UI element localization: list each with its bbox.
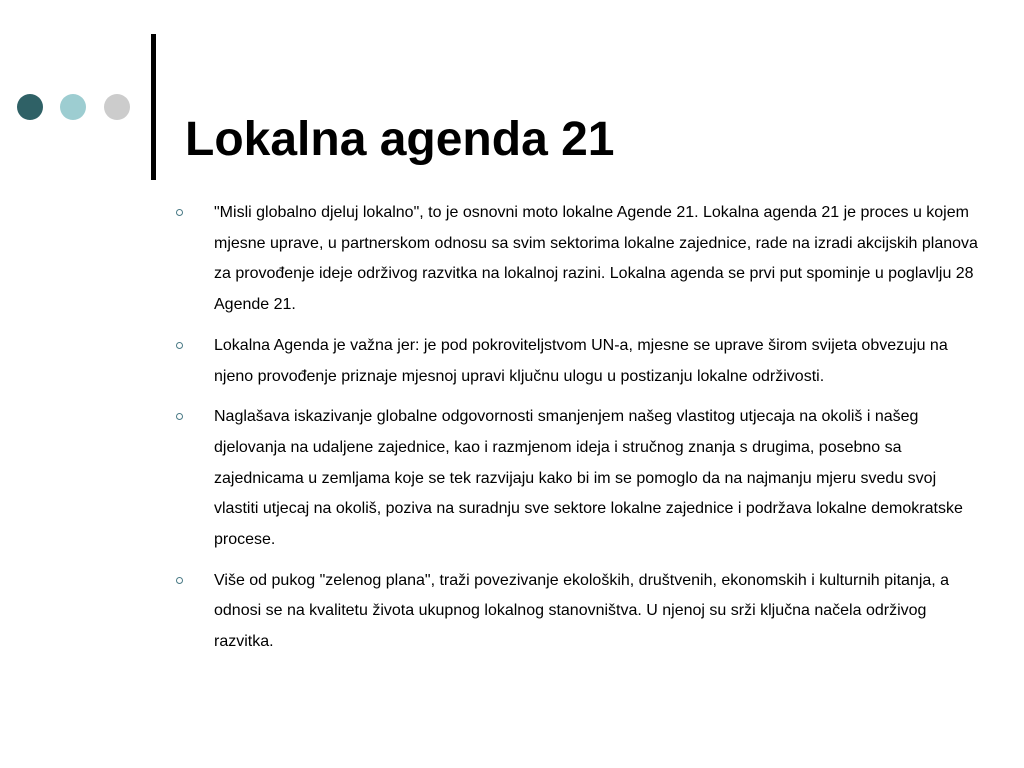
bullet-list [214,198,984,668]
bullet-text: Više od pukog "zelenog plana", traži povezivanje ekoloških, društvenih, ekonomskih i kulturnih pitanja, a odnosi se na kvalitetu života ukupnog lokalnog stanovništva. U njenoj su srži ključna načela održivog razvitka. [214,571,950,651]
bullet-text: "Misli globalno djeluj lokalno", to je osnovni moto lokalne Agende 21. Lokalna agenda 21 je proces u kojem mjesne uprave, u partnerskom odnosu sa svim sektorima lokalne zajednice, rade na izradi akcijskih planova za provođenje ideje održivog razvitka na lokalnoj razini. Lokalna agenda se prvi put spominje u poglavlju 28 Agende 21. [214,204,978,314]
slide-title: Lokalna agenda 21 [185,113,615,167]
bullet-circle-icon [176,342,183,349]
title-divider-line [151,34,156,180]
bullet-item [214,198,984,321]
gray-dot [104,94,130,120]
light-teal-dot [60,94,86,120]
bullet-circle-icon [176,209,183,216]
bullet-circle-icon [176,413,183,420]
dark-teal-dot [17,94,43,120]
bullet-text: Lokalna Agenda je važna jer: je pod pokroviteljstvom UN-a, mjesne se uprave širom svijeta obvezuju na njeno provođenje priznaje mjesnoj upravi ključnu ulogu u postizanju lokalne održivosti. [214,336,948,385]
bullet-item [214,402,984,556]
bullet-item [214,566,984,658]
bullet-circle-icon [176,577,183,584]
bullet-text: Naglašava iskazivanje globalne odgovornosti smanjenjem našeg vlastitog utjecaja na okoliš i našeg djelovanja na udaljene zajednice, kao i razmjenom ideja i stručnog znanja s drugima, posebno sa zajednicama u zemljama koje se tek razvijaju kako bi im se pomoglo da na najmanju mjeru svedu svoj vlastiti utjecaj na okoliš, poziva na suradnju sve sektore lokalne zajednice i podržava lokalne demokratske procese. [214,408,963,549]
bullet-item [214,331,984,392]
